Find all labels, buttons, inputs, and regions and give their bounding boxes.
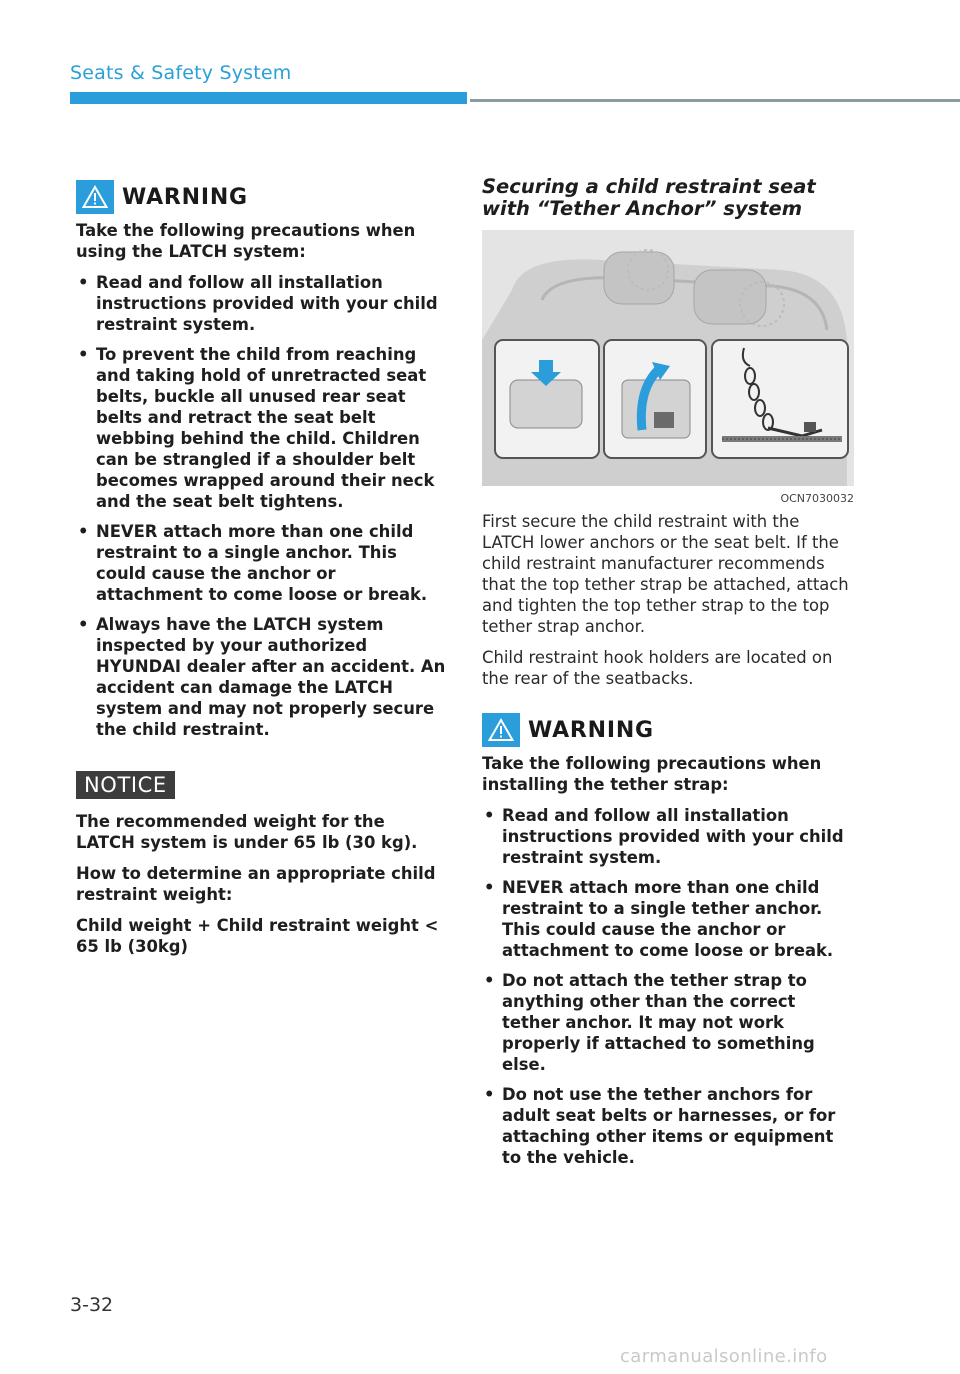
warning-list	[482, 805, 854, 1168]
warning-intro: Take the following precautions when using the LATCH system:	[76, 221, 416, 261]
notice-paragraph: How to determine an appropriate child restraint weight:	[76, 864, 436, 904]
section-heading: Securing a child restraint seat with “Tether Anchor” system	[482, 175, 816, 220]
header-rule-gray	[470, 99, 960, 102]
warning-bullet: • Read and follow all installation instructions provided with your child restraint system.	[482, 805, 854, 868]
section-title: Seats & Safety System	[70, 62, 292, 84]
body-paragraph: First secure the child restraint with the LATCH lower anchors or the seat belt. If the child restraint manufacturer recommends that the top tether strap be attached, attach and tighten the top tether strap to the top tether strap anchor.	[482, 512, 849, 636]
warning-header	[482, 713, 854, 747]
warning-header	[76, 180, 448, 214]
warning-label: WARNING	[122, 184, 248, 210]
warning-bullet: • NEVER attach more than one child restraint to a single anchor. This could cause the anchor or attachment to come loose or break.	[76, 521, 448, 605]
page-number: 3-32	[70, 1294, 114, 1316]
warning-bullet: • Always have the LATCH system inspected by your authorized HYUNDAI dealer after an accident. An accident can damage the LATCH system and may not properly secure the child restraint.	[76, 614, 448, 740]
warning-bullet: • Read and follow all installation instructions provided with your child restraint system.	[76, 272, 448, 335]
warning-triangle-icon	[482, 713, 520, 747]
warning-bullet: • NEVER attach more than one child restraint to a single tether anchor. This could cause the anchor or attachment to come loose or break.	[482, 877, 854, 961]
watermark-link[interactable]: carmanualsonline.info	[620, 1346, 828, 1367]
warning-bullet: • Do not use the tether anchors for adult seat belts or harnesses, or for attaching other items or equipment to the vehicle.	[482, 1084, 854, 1168]
warning-triangle-icon	[76, 180, 114, 214]
warning-intro: Take the following precautions when installing the tether strap:	[482, 754, 822, 794]
tether-anchor-illustration	[482, 230, 854, 486]
notice-badge: NOTICE	[76, 771, 175, 799]
notice-paragraph: Child weight + Child restraint weight < 65 lb (30kg)	[76, 916, 439, 956]
body-paragraph: Child restraint hook holders are located on the rear of the seatbacks.	[482, 648, 833, 688]
left-column	[76, 180, 448, 967]
warning-bullet: • To prevent the child from reaching and taking hold of unretracted seat belts, buckle all unused rear seat belts and retract the seat belt webbing behind the child. Children can be strangled if a shoulder belt becomes wrapped around their neck and the seat belt tightens.	[76, 344, 448, 512]
header-rule-accent	[70, 92, 467, 104]
figure-code: OCN7030032	[780, 492, 854, 505]
notice-paragraph: The recommended weight for the LATCH system is under 65 lb (30 kg).	[76, 812, 418, 852]
right-column	[482, 176, 854, 1177]
warning-bullet: • Do not attach the tether strap to anything other than the correct tether anchor. It may not work properly if attached to something else.	[482, 970, 854, 1075]
warning-label: WARNING	[528, 717, 654, 743]
warning-list	[76, 272, 448, 740]
